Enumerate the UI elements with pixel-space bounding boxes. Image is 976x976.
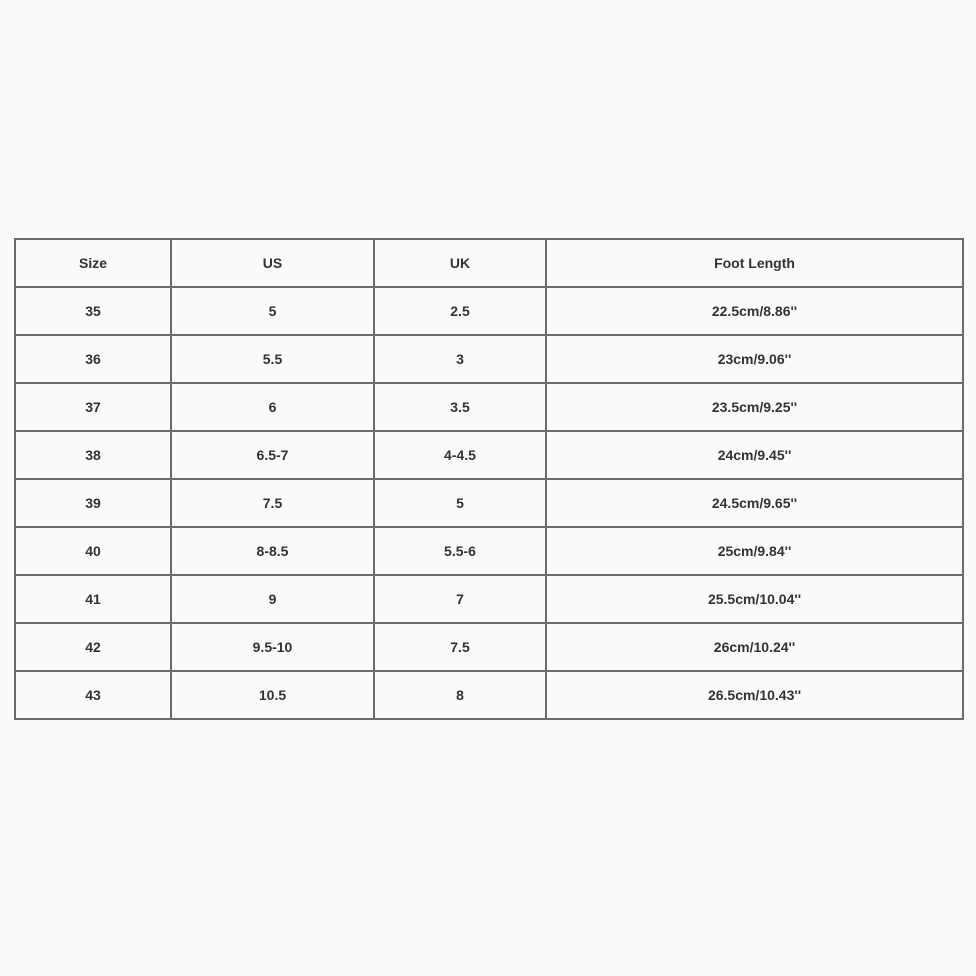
us-cell: 6.5-7 [171, 431, 374, 479]
foot-length-cell: 25.5cm/10.04'' [546, 575, 963, 623]
foot-length-cell: 26cm/10.24'' [546, 623, 963, 671]
table-body [15, 287, 963, 719]
uk-cell: 5 [374, 479, 546, 527]
us-cell: 5 [171, 287, 374, 335]
size-chart-table [14, 238, 964, 720]
table-row [15, 527, 963, 575]
uk-cell: 7.5 [374, 623, 546, 671]
size-cell: 38 [15, 431, 171, 479]
foot-length-cell: 26.5cm/10.43'' [546, 671, 963, 719]
header-foot-length: Foot Length [546, 239, 963, 287]
uk-cell: 3.5 [374, 383, 546, 431]
size-cell: 37 [15, 383, 171, 431]
table-row [15, 623, 963, 671]
foot-length-cell: 22.5cm/8.86'' [546, 287, 963, 335]
table-row [15, 335, 963, 383]
uk-cell: 5.5-6 [374, 527, 546, 575]
size-cell: 40 [15, 527, 171, 575]
foot-length-cell: 23.5cm/9.25'' [546, 383, 963, 431]
uk-cell: 7 [374, 575, 546, 623]
us-cell: 5.5 [171, 335, 374, 383]
table-row [15, 671, 963, 719]
us-cell: 8-8.5 [171, 527, 374, 575]
table-row [15, 287, 963, 335]
foot-length-cell: 25cm/9.84'' [546, 527, 963, 575]
table-row [15, 383, 963, 431]
size-cell: 39 [15, 479, 171, 527]
uk-cell: 2.5 [374, 287, 546, 335]
us-cell: 9 [171, 575, 374, 623]
header-us: US [171, 239, 374, 287]
uk-cell: 3 [374, 335, 546, 383]
table-row [15, 479, 963, 527]
uk-cell: 4-4.5 [374, 431, 546, 479]
size-cell: 41 [15, 575, 171, 623]
table-row [15, 431, 963, 479]
us-cell: 10.5 [171, 671, 374, 719]
table-row [15, 575, 963, 623]
foot-length-cell: 24cm/9.45'' [546, 431, 963, 479]
foot-length-cell: 24.5cm/9.65'' [546, 479, 963, 527]
header-row [15, 239, 963, 287]
us-cell: 7.5 [171, 479, 374, 527]
header-uk: UK [374, 239, 546, 287]
size-cell: 43 [15, 671, 171, 719]
foot-length-cell: 23cm/9.06'' [546, 335, 963, 383]
size-cell: 36 [15, 335, 171, 383]
size-cell: 42 [15, 623, 171, 671]
header-size: Size [15, 239, 171, 287]
uk-cell: 8 [374, 671, 546, 719]
us-cell: 6 [171, 383, 374, 431]
table-header [15, 239, 963, 287]
us-cell: 9.5-10 [171, 623, 374, 671]
size-cell: 35 [15, 287, 171, 335]
